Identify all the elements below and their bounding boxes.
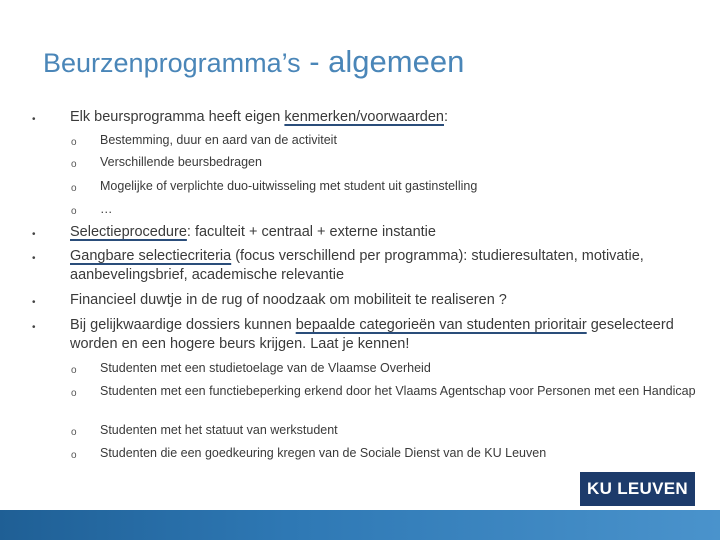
title-part-2: - algemeen bbox=[300, 44, 465, 79]
underlined-phrase: kenmerken/voorwaarden bbox=[284, 109, 444, 125]
sub-item: Studenten met een functiebeperking erkend door het Vlaams Agentschap voor Personen met een Handicap bbox=[100, 384, 696, 398]
sub-item: Mogelijke of verplichte duo-uitwisseling met student uit gastinstelling bbox=[100, 179, 478, 193]
bullet-marker: • bbox=[32, 253, 36, 264]
bullet-marker: • bbox=[32, 229, 36, 240]
footer-bar bbox=[0, 510, 720, 540]
sub-item: Bestemming, duur en aard van de activiteit bbox=[100, 133, 337, 147]
bullet-marker: • bbox=[32, 114, 36, 125]
sub-bullet-marker: o bbox=[71, 427, 77, 438]
sub-item: Studenten met het statuut van werkstudent bbox=[100, 423, 338, 437]
bullet-marker: • bbox=[32, 322, 36, 333]
bullet-5: Bij gelijkwaardige dossiers kunnen bepaalde categorieën van studenten prioritair geselecteerd worden en een hogere beurs krijgen. Laat je kennen! bbox=[70, 317, 674, 352]
sub-bullet-marker: o bbox=[71, 450, 77, 461]
underlined-phrase: bepaalde categorieën van studenten prioritair bbox=[295, 317, 587, 333]
bullet-1: Elk beursprogramma heeft eigen kenmerken/voorwaarden: bbox=[70, 109, 449, 125]
sub-bullet-marker: o bbox=[71, 388, 77, 399]
sub-bullet-marker: o bbox=[71, 159, 77, 170]
bullet-3: Gangbare selectiecriteria (focus verschillend per programma): studieresultaten, motivatie, aanbevelingsbrief, academische relevantie bbox=[70, 248, 644, 283]
underlined-phrase: Selectieprocedure bbox=[70, 224, 187, 240]
bullet-marker: • bbox=[32, 297, 36, 308]
sub-item: Studenten met een studietoelage van de Vlaamse Overheid bbox=[100, 361, 431, 375]
sub-bullet-marker: o bbox=[71, 365, 77, 376]
sub-item: Verschillende beursbedragen bbox=[100, 155, 262, 169]
sub-bullet-marker: o bbox=[71, 183, 77, 194]
underlined-phrase: Gangbare selectiecriteria bbox=[70, 248, 232, 264]
sub-item: … bbox=[100, 202, 113, 216]
bullet-2: Selectieprocedure: faculteit + centraal + externe instantie bbox=[70, 224, 436, 240]
slide-title bbox=[43, 44, 464, 80]
sub-bullet-marker: o bbox=[71, 206, 77, 217]
sub-item: Studenten die een goedkeuring kregen van de Sociale Dienst van de KU Leuven bbox=[100, 446, 547, 460]
title-part-1: Beurzenprogramma’s bbox=[43, 48, 301, 78]
ku-leuven-logo: KU LEUVEN bbox=[580, 472, 695, 506]
sub-bullet-marker: o bbox=[71, 137, 77, 148]
bullet-4: Financieel duwtje in de rug of noodzaak om mobiliteit te realiseren ? bbox=[70, 292, 507, 308]
